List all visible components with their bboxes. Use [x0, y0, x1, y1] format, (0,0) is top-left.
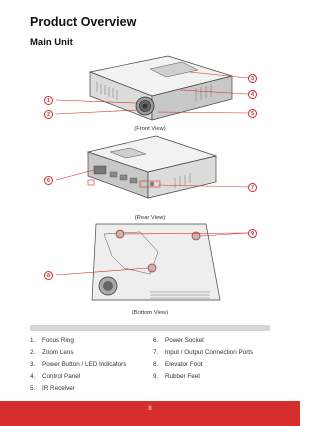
legend-item-label: Power Button / LED Indicators: [42, 361, 127, 368]
legend-item-label: IR Receiver: [42, 385, 75, 392]
legend-item-label: Rubber Feet: [165, 373, 201, 380]
legend-item: [30, 385, 126, 397]
bottom-view-caption: (Bottom View): [131, 310, 169, 316]
legend-column-right: [153, 337, 253, 385]
legend-divider: [30, 325, 270, 331]
callout-front-5: 5: [248, 109, 257, 118]
legend-item-number: 7.: [153, 349, 159, 356]
legend-item-number: 8.: [153, 361, 159, 368]
legend-item: [30, 361, 126, 373]
legend-item: [153, 349, 253, 361]
callout-bottom-9: 9: [248, 229, 257, 238]
rear-view-caption: (Rear View): [134, 215, 166, 221]
page-number: 8: [148, 406, 152, 412]
legend-item-number: 2.: [30, 349, 36, 356]
legend-item: [30, 373, 126, 385]
callout-rear-7: 7: [248, 183, 257, 192]
legend-column-left: [30, 337, 126, 397]
legend-item-label: Power Socket: [165, 337, 204, 344]
page-footer-bar: [0, 401, 300, 426]
legend-item: [30, 349, 126, 361]
legend-item-label: Input / Output Connection Ports: [165, 349, 254, 356]
legend-item-number: 5.: [30, 385, 36, 392]
callout-front-1: 1: [44, 96, 53, 105]
legend-item-number: 4.: [30, 373, 36, 380]
legend-item: [153, 373, 253, 385]
section-subtitle: Main Unit: [30, 37, 73, 48]
legend-item-number: 3.: [30, 361, 36, 368]
callout-front-3: 3: [248, 74, 257, 83]
front-view-caption: (Front View): [134, 126, 166, 132]
legend-item-label: Control Panel: [42, 373, 81, 380]
legend-item-label: Zoom Lens: [42, 349, 74, 356]
legend-item: [153, 337, 253, 349]
page-title: Product Overview: [30, 15, 137, 29]
callout-front-2: 2: [44, 110, 53, 119]
callout-bottom-8: 8: [44, 271, 53, 280]
legend-item-number: 6.: [153, 337, 159, 344]
legend-item-number: 9.: [153, 373, 159, 380]
legend-item: [30, 337, 126, 349]
callout-rear-6: 6: [44, 176, 53, 185]
legend-item-label: Elevator Foot: [165, 361, 203, 368]
front-view-illustration: [56, 56, 248, 120]
callout-front-4: 4: [248, 90, 257, 99]
bottom-view-illustration: [56, 224, 248, 300]
legend-item: [153, 361, 253, 373]
legend-item-label: Focus Ring: [42, 337, 74, 344]
legend-item-number: 1.: [30, 337, 36, 344]
rear-view-illustration: [56, 136, 248, 198]
